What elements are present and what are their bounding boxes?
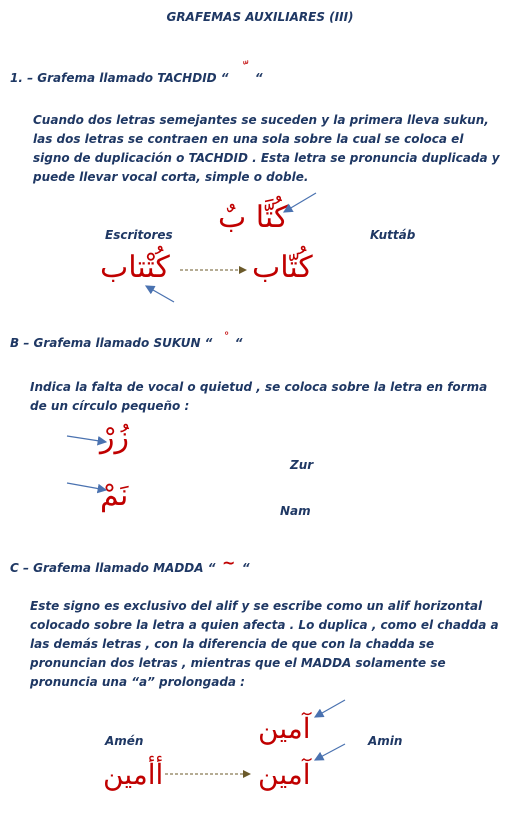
section-3-right-label: Amin (368, 734, 403, 748)
section-2-heading-text: B – Grafema llamado SUKUN “ (10, 336, 213, 350)
arabic-word-nam: نَمْ (100, 478, 129, 513)
arabic-word-amin: آمين (258, 758, 311, 791)
section-3-left-label: Amén (105, 734, 144, 748)
section-2-paragraph: Indica la falta de vocal o quietud , se coloca sobre la letra en forma de un círculo pequeño : (30, 380, 488, 413)
arabic-word-kuttab-sukun: كُتْتاب (100, 250, 170, 285)
section-3-heading-end: “ (241, 561, 250, 575)
madda-mark: ~ (221, 553, 236, 572)
section-2-label-nam: Nam (280, 504, 311, 518)
section-2-heading-end: “ (234, 336, 243, 350)
section-2-label-zur: Zur (290, 458, 314, 472)
arabic-word-amin-hamza: أأمين (103, 758, 164, 791)
arabic-word-kuttab-vocalized: كُتَّا بٌ (218, 200, 289, 235)
arrow-to-amin (315, 744, 345, 760)
arrow-to-amin-top (315, 700, 345, 717)
section-3-heading-text: C – Grafema llamado MADDA “ (10, 561, 216, 575)
arabic-word-kuttab: كُتّاب (252, 250, 313, 285)
section-1-heading-end: “ (254, 71, 263, 85)
arrow-to-kuttab-top (284, 193, 316, 212)
arabic-word-zur: زُرْ (100, 420, 129, 455)
page-title: GRAFEMAS AUXILIARES (III) (166, 10, 354, 24)
section-1-paragraph: Cuando dos letras semejantes se suceden y la primera lleva sukun, las dos letras se contraen en una sola sobre la cual se coloca el signo de duplicación o TACHDID . Esta letra se pronuncia duplicada y puede llevar vocal corta, simple o doble. (33, 113, 500, 184)
arabic-word-amin-top: آمين (258, 712, 311, 745)
section-3-paragraph: Este signo es exclusivo del alif y se escribe como un alif horizontal colocado sobre la letra a quien afecta . Lo duplica , como el chadda a las demás letras , con la diferencia de que con la chadda se pronuncian dos letras , mientras que el MADDA solamente se pronuncia una “a” prolongada : (30, 599, 499, 689)
section-1-heading-text: 1. – Grafema llamado TACHDID “ (10, 71, 229, 85)
arrow-to-zur (67, 436, 106, 442)
arrow-to-nam (67, 483, 106, 490)
section-1-right-label: Kuttáb (370, 228, 416, 242)
section-1-left-label: Escritores (105, 228, 173, 242)
arrow-to-kuttab-sukun (146, 286, 174, 302)
